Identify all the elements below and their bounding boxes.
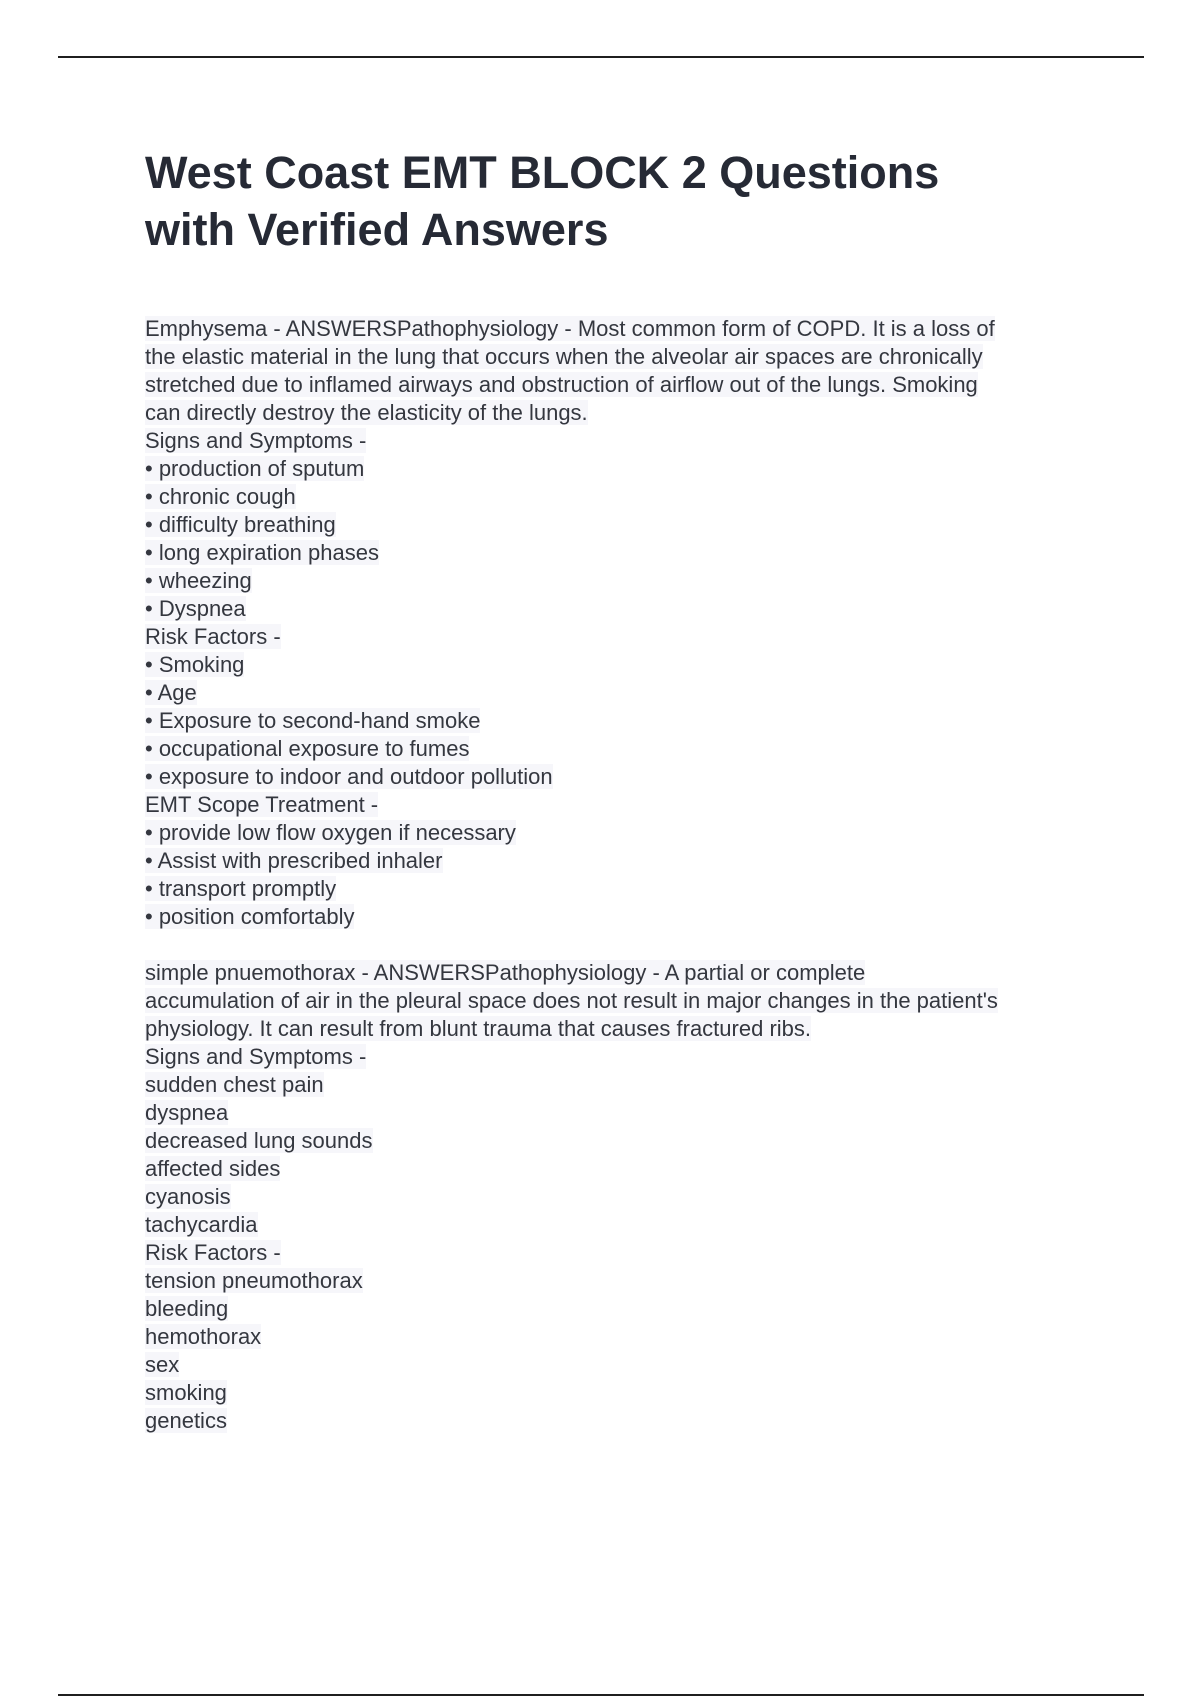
entry-line-text: • transport promptly: [145, 876, 337, 901]
entry-line: [145, 1155, 1085, 1183]
entry-line: [145, 399, 1085, 427]
entry-line-text: • Age: [145, 680, 197, 705]
entry-line-text: EMT Scope Treatment -: [145, 792, 379, 817]
entry-line: [145, 539, 1085, 567]
entry-line-text: • occupational exposure to fumes: [145, 736, 470, 761]
entry-line: [145, 1071, 1085, 1099]
entry-line: [145, 1239, 1085, 1267]
entry-line-text: physiology. It can result from blunt trauma that causes fractured ribs.: [145, 1016, 812, 1041]
entry-line-text: smoking: [145, 1380, 227, 1405]
entry-line-text: • production of sputum: [145, 456, 365, 481]
entry-line: [145, 987, 1085, 1015]
entry-line: [145, 791, 1085, 819]
entry-line: [145, 427, 1085, 455]
entry-line: [145, 1351, 1085, 1379]
entry-line-text: • difficulty breathing: [145, 512, 336, 537]
entry-line-text: the elastic material in the lung that occurs when the alveolar air spaces are chronically: [145, 344, 983, 369]
entry-line-text: • position comfortably: [145, 904, 355, 929]
entry-line-text: stretched due to inflamed airways and obstruction of airflow out of the lungs. Smoking: [145, 372, 978, 397]
entry-line: [145, 679, 1085, 707]
entry-line-text: simple pnuemothorax - ANSWERSPathophysiology - A partial or complete: [145, 960, 866, 985]
entry-line: [145, 315, 1085, 343]
entry-line-text: • Exposure to second-hand smoke: [145, 708, 481, 733]
document-body: [145, 315, 1085, 1435]
entry-line-text: Risk Factors -: [145, 624, 281, 649]
entry-line: [145, 1015, 1085, 1043]
entry-line-text: dyspnea: [145, 1100, 229, 1125]
document-content: [145, 144, 1085, 1435]
entry-line-text: • provide low flow oxygen if necessary: [145, 820, 516, 845]
entry-line-text: • exposure to indoor and outdoor pollution: [145, 764, 553, 789]
entry-line: [145, 567, 1085, 595]
entry-line: [145, 651, 1085, 679]
entry-line: [145, 511, 1085, 539]
entry-line: [145, 343, 1085, 371]
entry-line: [145, 1043, 1085, 1071]
entry-line: [145, 1099, 1085, 1127]
entry-line-text: tachycardia: [145, 1212, 258, 1237]
entry-line-text: cyanosis: [145, 1184, 231, 1209]
entry-line-text: sudden chest pain: [145, 1072, 324, 1097]
entry-line: [145, 1379, 1085, 1407]
entry-line-text: sex: [145, 1352, 180, 1377]
entry-line-text: decreased lung sounds: [145, 1128, 373, 1153]
entry-line-text: accumulation of air in the pleural space does not result in major changes in the patient's: [145, 988, 998, 1013]
entry-line: [145, 707, 1085, 735]
entry-line: [145, 1183, 1085, 1211]
bottom-divider: [58, 1694, 1144, 1696]
entry-line-text: affected sides: [145, 1156, 281, 1181]
entry-line-text: can directly destroy the elasticity of the lungs.: [145, 400, 588, 425]
entry-line: [145, 959, 1085, 987]
title-line: West Coast EMT BLOCK 2 Questions: [145, 147, 940, 198]
entry-line: [145, 1323, 1085, 1351]
entry-line: [145, 595, 1085, 623]
entry-line: [145, 847, 1085, 875]
qa-entry: [145, 959, 1085, 1435]
top-divider: [58, 56, 1144, 58]
entry-line-text: • Smoking: [145, 652, 245, 677]
entry-line: [145, 875, 1085, 903]
entry-line: [145, 483, 1085, 511]
entry-line: [145, 455, 1085, 483]
entry-line-text: hemothorax: [145, 1324, 262, 1349]
entry-line-text: • chronic cough: [145, 484, 296, 509]
entry-line-text: Signs and Symptoms -: [145, 428, 367, 453]
entry-line: [145, 1295, 1085, 1323]
entry-spacer: [145, 931, 1085, 959]
entry-line-text: • wheezing: [145, 568, 252, 593]
entry-line: [145, 819, 1085, 847]
entry-line: [145, 1407, 1085, 1435]
entry-line-text: genetics: [145, 1408, 227, 1433]
entry-line-text: tension pneumothorax: [145, 1268, 363, 1293]
entry-line-text: • long expiration phases: [145, 540, 379, 565]
title-line: with Verified Answers: [145, 204, 609, 255]
entry-line: [145, 763, 1085, 791]
entry-line: [145, 1267, 1085, 1295]
entry-line-text: Signs and Symptoms -: [145, 1044, 367, 1069]
document-title: [145, 144, 1085, 258]
entry-line: [145, 371, 1085, 399]
entry-line-text: Emphysema - ANSWERSPathophysiology - Most common form of COPD. It is a loss of: [145, 316, 995, 341]
entry-line: [145, 1211, 1085, 1239]
qa-entry: [145, 315, 1085, 931]
entry-line-text: • Dyspnea: [145, 596, 246, 621]
entry-line: [145, 903, 1085, 931]
entry-line-text: bleeding: [145, 1296, 229, 1321]
entry-line-text: Risk Factors -: [145, 1240, 281, 1265]
entry-line: [145, 1127, 1085, 1155]
entry-line-text: • Assist with prescribed inhaler: [145, 848, 443, 873]
qa-entries: [145, 315, 1085, 1435]
entry-line: [145, 735, 1085, 763]
entry-line: [145, 623, 1085, 651]
